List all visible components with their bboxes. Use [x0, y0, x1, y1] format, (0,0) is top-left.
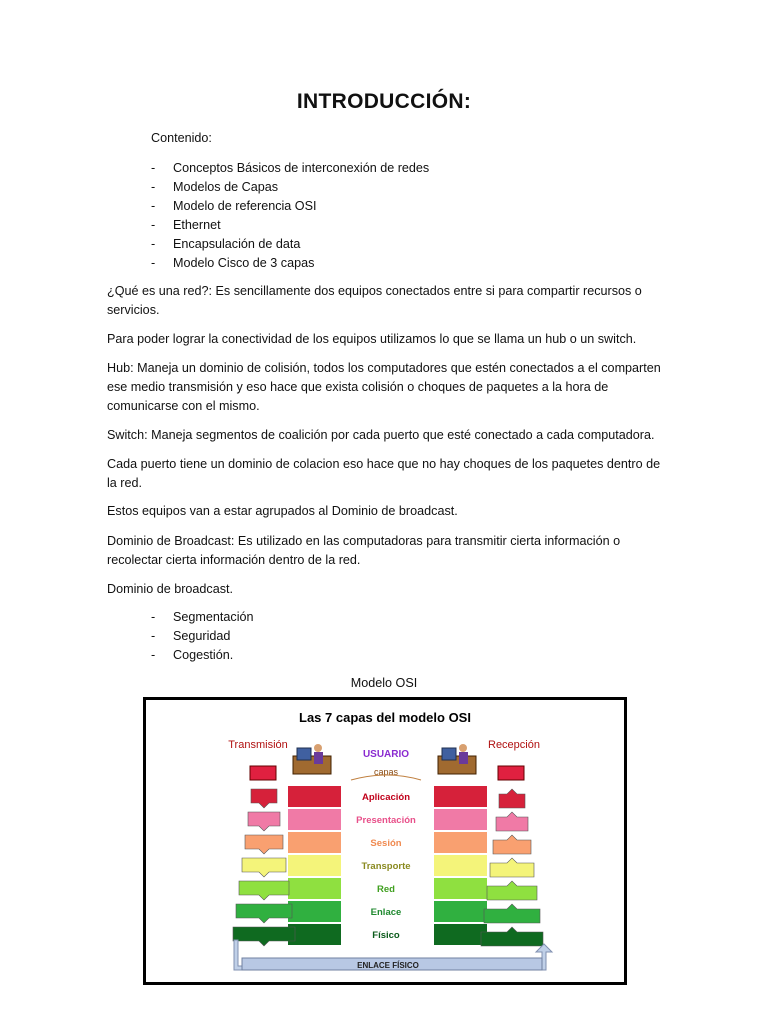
osi-layer-label: Transporte — [361, 861, 411, 872]
down-arrow-icon — [248, 812, 280, 831]
up-arrow-icon — [484, 904, 540, 923]
capas-label: capas — [373, 767, 399, 777]
paragraph-hub: Hub: Maneja un dominio de colisión, todos los computadores que estén conectados a el comparten ese medio transmisión y eso hace que exista colisión o choques de paquetes a la hora de comunicarse con el mismo. — [107, 361, 661, 413]
osi-layer-block-left — [288, 901, 341, 922]
osi-layer-label: Físico — [372, 930, 400, 941]
osi-layer-block-right — [434, 924, 487, 945]
osi-layer-label: Sesión — [370, 838, 402, 849]
list-item: - Cogestión. — [151, 646, 254, 665]
up-arrow-icon — [493, 835, 531, 854]
up-arrow-icon — [487, 881, 537, 900]
osi-diagram — [146, 700, 624, 982]
list-item: - Modelos de Capas — [151, 178, 429, 197]
page-title: INTRODUCCIÓN: — [296, 90, 472, 113]
up-arrow-icon — [481, 927, 543, 946]
paragraph-broadcast-def: Dominio de Broadcast: Es utilizado en las computadoras para transmitir cierta información o recolectar cierta información dentro de la red. — [107, 534, 621, 567]
contenido-label: Contenido: — [151, 131, 212, 145]
osi-layers — [233, 786, 543, 946]
list-item: - Encapsulación de data — [151, 235, 429, 254]
osi-layer-block-left — [288, 786, 341, 807]
transmision-label: Transmisión — [228, 739, 288, 751]
paragraph-switch: Switch: Maneja segmentos de coalición por cada puerto que esté conectado a cada computadora. — [107, 428, 655, 442]
figure-caption: Modelo OSI — [350, 676, 418, 690]
computer-user-icon — [438, 744, 476, 774]
osi-layer-block-left — [288, 832, 341, 853]
datos-box-left — [250, 766, 276, 780]
osi-layer-block-right — [434, 809, 487, 830]
osi-layer-block-right — [434, 901, 487, 922]
list-item: - Ethernet — [151, 216, 429, 235]
osi-layer-block-right — [434, 878, 487, 899]
broadcast-list — [151, 608, 254, 665]
up-arrow-icon — [490, 858, 534, 877]
down-arrow-icon — [236, 904, 292, 923]
up-arrow-icon — [496, 812, 528, 831]
list-item: - Modelo de referencia OSI — [151, 197, 429, 216]
paragraph-conectividad: Para poder lograr la conectividad de los equipos utilizamos lo que se llama un hub o un switch. — [107, 332, 637, 346]
list-item: - Seguridad — [151, 627, 254, 646]
diagram-title: Las 7 capas del modelo OSI — [299, 710, 471, 725]
osi-layer-label: Red — [377, 884, 395, 895]
usuario-label: USUARIO — [362, 749, 410, 760]
computer-user-icon — [293, 744, 331, 774]
osi-layer-block-left — [288, 924, 341, 945]
contenido-list — [151, 159, 429, 273]
down-arrow-icon — [233, 927, 295, 946]
datos-box-right — [498, 766, 524, 780]
osi-layer-block-left — [288, 809, 341, 830]
osi-layer-label: Presentación — [356, 815, 416, 826]
osi-layer-block-left — [288, 878, 341, 899]
osi-layer-block-right — [434, 786, 487, 807]
enlace-fisico-label: ENLACE FÍSICO — [357, 961, 419, 970]
osi-figure — [143, 697, 627, 985]
osi-layer-block-right — [434, 855, 487, 876]
down-arrow-icon — [245, 835, 283, 854]
up-arrow-icon — [499, 789, 525, 808]
recepcion-label: Recepción — [488, 739, 540, 751]
list-item: - Modelo Cisco de 3 capas — [151, 254, 429, 273]
list-item: - Conceptos Básicos de interconexión de redes — [151, 159, 429, 178]
osi-layer-block-left — [288, 855, 341, 876]
paragraph-broadcast-label: Dominio de broadcast. — [107, 582, 234, 596]
list-item: - Segmentación — [151, 608, 254, 627]
osi-layer-label: Enlace — [370, 907, 402, 918]
osi-layer-block-right — [434, 832, 487, 853]
paragraph-agrupados: Estos equipos van a estar agrupados al Dominio de broadcast. — [107, 504, 458, 518]
paragraph-red: ¿Qué es una red?: Es sencillamente dos equipos conectados entre si para compartir recursos o servicios. — [107, 284, 642, 317]
down-arrow-icon — [239, 881, 289, 900]
down-arrow-icon — [242, 858, 286, 877]
paragraph-puerto: Cada puerto tiene un dominio de colacion eso hace que no hay choques de los paquetes dentro de la red. — [107, 457, 661, 490]
osi-layer-label: Aplicación — [361, 792, 411, 803]
down-arrow-icon — [251, 789, 277, 808]
